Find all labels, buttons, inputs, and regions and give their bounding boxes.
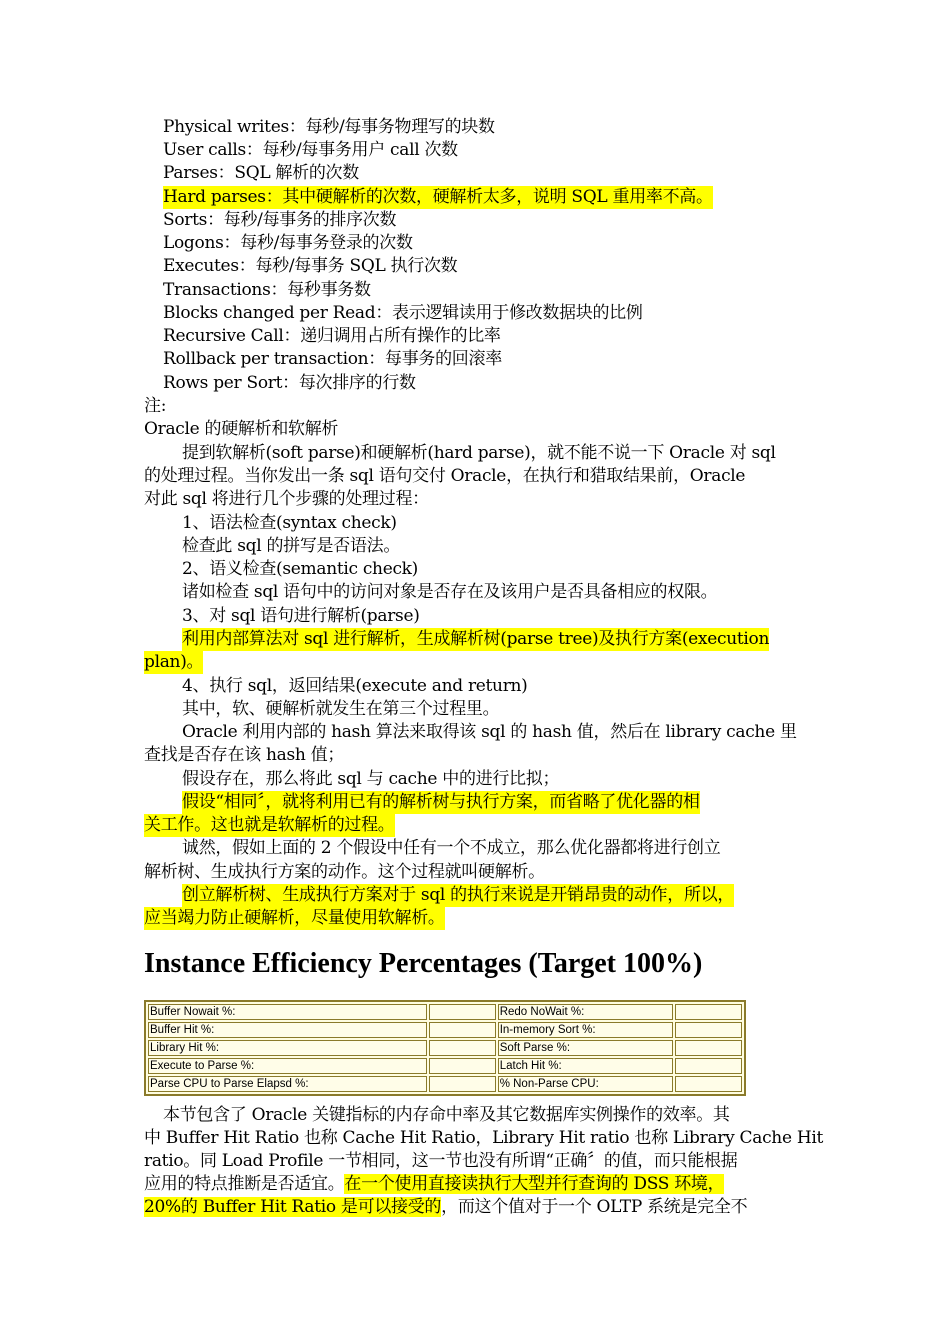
section-paragraph-line: ratio。同 Load Profile 一节相同，这一节也没有所谓“正确〞的值，而只能根据 xyxy=(144,1151,738,1171)
metric-rollback: Rollback per transaction：每事务的回滚率 xyxy=(163,349,502,369)
table-row xyxy=(148,1058,742,1074)
paragraph-text: 应用的特点推断是否适宜。 xyxy=(144,1174,345,1194)
soft-parse-highlight: 假设“相同〞，就将利用已有的解析树与执行方案，而省略了优化器的相 xyxy=(182,792,700,812)
note-paragraph-line: 假设存在，那么将此 sql 与 cache 中的进行比拟； xyxy=(182,769,560,789)
section-heading: Instance Efficiency Percentages (Target 100%) xyxy=(144,948,703,979)
paragraph-text: ，而这个值对于一个 OLTP 系统是完全不 xyxy=(441,1197,748,1217)
table-cell-value xyxy=(675,1022,742,1038)
step-parse-desc: 利用内部算法对 sql 进行解析，生成解析树(parse tree)及执行方案(execution xyxy=(182,629,770,649)
step-parse-desc-cont: plan)。 xyxy=(144,652,204,672)
table-cell-label: Parse CPU to Parse Elapsd %: xyxy=(148,1076,427,1092)
table-cell-value xyxy=(675,1076,742,1092)
metric-recursive-call: Recursive Call：递归调用占所有操作的比率 xyxy=(163,326,501,346)
note-paragraph-line: 对此 sql 将进行几个步骤的处理过程： xyxy=(144,489,429,509)
table-cell-label: Latch Hit %: xyxy=(498,1058,673,1074)
table-row xyxy=(148,1076,742,1092)
section-paragraph-line: 本节包含了 Oracle 关键指标的内存命中率及其它数据库实例操作的效率。其 xyxy=(163,1105,730,1125)
table-cell-value xyxy=(675,1040,742,1056)
note-paragraph-line: 解析树、生成执行方案的动作。这个过程就叫硬解析。 xyxy=(144,862,545,882)
table-cell-label: In-memory Sort %: xyxy=(498,1022,673,1038)
soft-parse-highlight-cont: 关工作。这也就是软解析的过程。 xyxy=(144,815,395,835)
step-parse: 3、对 sql 语句进行解析(parse) xyxy=(182,606,420,626)
step-semantic-desc: 诸如检查 sql 语句中的访问对象是否存在及该用户是否具备相应的权限。 xyxy=(182,582,718,602)
table-cell-label: Execute to Parse %: xyxy=(148,1058,427,1074)
note-label: 注: xyxy=(144,396,167,416)
step-semantic-check: 2、语义检查(semantic check) xyxy=(182,559,419,579)
metric-executes: Executes：每秒/每事务 SQL 执行次数 xyxy=(163,256,458,276)
table-cell-label: Buffer Hit %: xyxy=(148,1022,427,1038)
table-cell-value xyxy=(675,1004,742,1020)
table-cell-label: Buffer Nowait %: xyxy=(148,1004,427,1020)
table-cell-value xyxy=(429,1004,496,1020)
metric-sorts: Sorts：每秒/每事务的排序次数 xyxy=(163,210,397,230)
table-cell-value xyxy=(429,1022,496,1038)
hard-parse-highlight-cont: 应当竭力防止硬解析，尽量使用软解析。 xyxy=(144,908,445,928)
table-cell-label: Library Hit %: xyxy=(148,1040,427,1056)
table-cell-label: Soft Parse %: xyxy=(498,1040,673,1056)
note-paragraph-line: 查找是否存在该 hash 值； xyxy=(144,745,345,765)
step-execute: 4、执行 sql，返回结果(execute and return) xyxy=(182,676,528,696)
table-cell-label: % Non-Parse CPU: xyxy=(498,1076,673,1092)
note-paragraph-line: Oracle 利用内部的 hash 算法来取得该 sql 的 hash 值，然后在 library cache 里 xyxy=(182,722,797,742)
table-row xyxy=(148,1004,742,1020)
section-paragraph-line xyxy=(144,1173,724,1196)
section-paragraph-line xyxy=(144,1196,747,1219)
table-cell-value xyxy=(429,1058,496,1074)
metric-blocks-changed: Blocks changed per Read：表示逻辑读用于修改数据块的比例 xyxy=(163,303,643,323)
table-cell-value xyxy=(675,1058,742,1074)
section-paragraph-line: 中 Buffer Hit Ratio 也称 Cache Hit Ratio，Library Hit ratio 也称 Library Cache Hit xyxy=(144,1128,824,1148)
table-cell-value xyxy=(429,1076,496,1092)
metric-user-calls: User calls：每秒/每事务用户 call 次数 xyxy=(163,140,458,160)
step-syntax-desc: 检查此 sql 的拼写是否语法。 xyxy=(182,536,401,556)
metric-hard-parses: Hard parses：其中硬解析的次数，硬解析太多，说明 SQL 重用率不高。 xyxy=(163,187,713,207)
metric-logons: Logons：每秒/每事务登录的次数 xyxy=(163,233,413,253)
table-cell-value xyxy=(429,1040,496,1056)
note-paragraph-line: 诚然，假如上面的 2 个假设中任有一个不成立，那么优化器都将进行创立 xyxy=(182,838,721,858)
dss-highlight: 在一个使用直接读执行大型并行查询的 DSS 环境， xyxy=(344,1174,725,1194)
note-title: Oracle 的硬解析和软解析 xyxy=(144,419,339,439)
metric-parses: Parses：SQL 解析的次数 xyxy=(163,163,359,183)
note-paragraph-line: 其中，软、硬解析就发生在第三个过程里。 xyxy=(182,699,500,719)
metric-physical-writes: Physical writes：每秒/每事务物理写的块数 xyxy=(163,117,495,137)
metric-rows-per-sort: Rows per Sort：每次排序的行数 xyxy=(163,373,416,393)
table-cell-label: Redo NoWait %: xyxy=(498,1004,673,1020)
note-paragraph-line: 的处理过程。当你发出一条 sql 语句交付 Oracle，在执行和猎取结果前，Oracle xyxy=(144,466,746,486)
table-row xyxy=(148,1022,742,1038)
note-paragraph-line: 提到软解析(soft parse)和硬解析(hard parse)，就不能不说一下 Oracle 对 sql xyxy=(182,443,776,463)
table-row xyxy=(148,1040,742,1056)
hard-parse-highlight: 创立解析树、生成执行方案对于 sql 的执行来说是开销昂贵的动作，所以， xyxy=(182,885,735,905)
buffer-hit-highlight: 20%的 Buffer Hit Ratio 是可以接受的 xyxy=(144,1197,442,1217)
step-syntax-check: 1、语法检查(syntax check) xyxy=(182,513,397,533)
metric-transactions: Transactions：每秒事务数 xyxy=(163,280,371,300)
efficiency-table xyxy=(144,1000,746,1096)
